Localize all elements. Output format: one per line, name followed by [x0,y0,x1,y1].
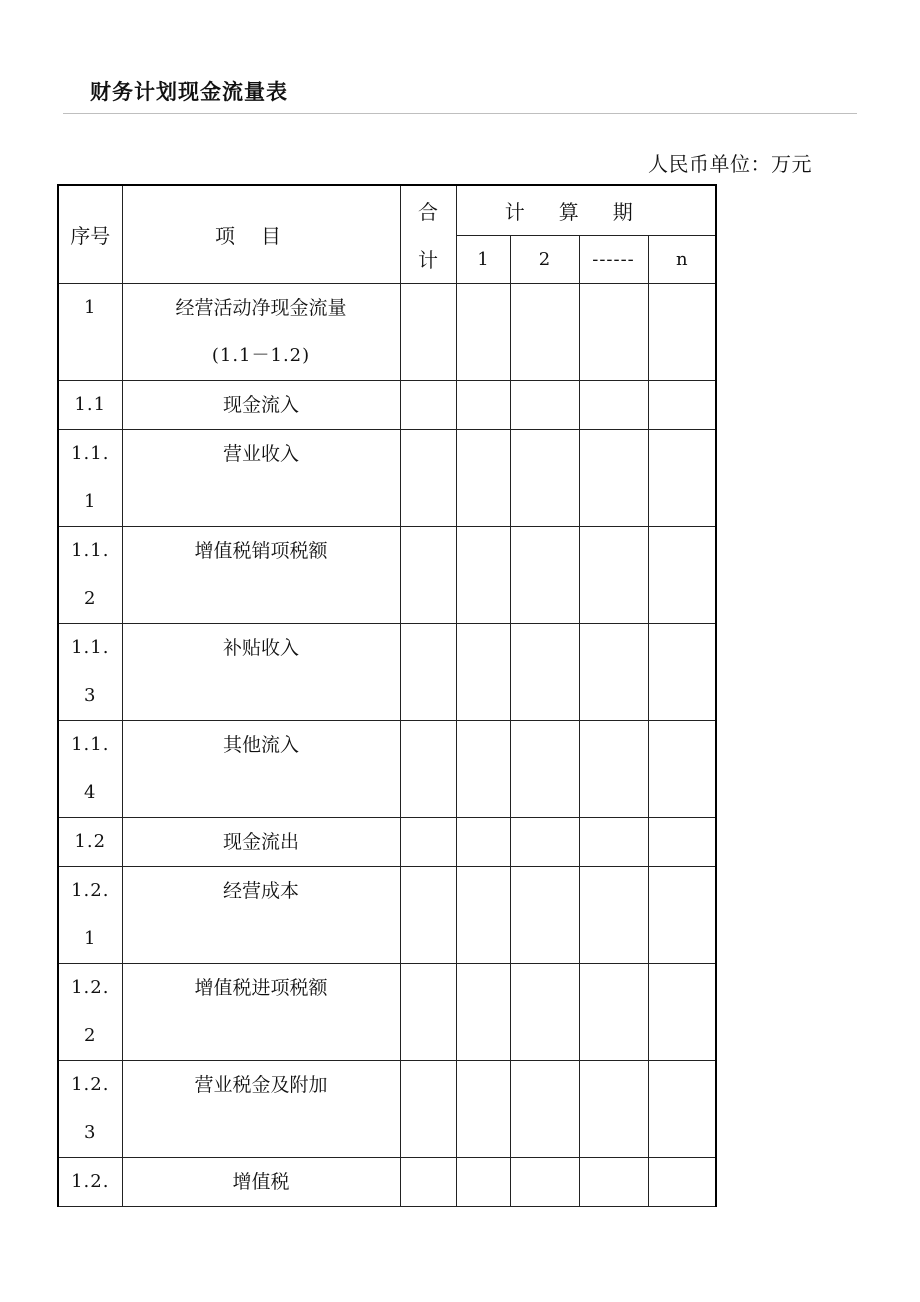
cash-flow-table [57,184,717,1207]
row-seq [58,381,122,430]
row-period-ellipsis-cell [579,430,648,527]
row-seq-line1: 1.2 [74,831,107,852]
row-period-1-cell [456,430,510,527]
row-total-cell [400,1158,456,1207]
row-item-label: 营业税金及附加 [194,1074,328,1096]
row-seq [58,527,122,624]
row-total-cell [400,964,456,1061]
row-period-2-cell [510,1158,579,1207]
row-seq-line1: 1.1 [74,394,107,415]
row-seq-line1: 1 [84,297,97,318]
row-seq-line2: 3 [84,685,97,706]
row-period-1-cell [456,818,510,867]
row-period-1-cell [456,1158,510,1207]
row-seq-line1: 1.1. [71,637,110,658]
row-item-formula: (1.1－1.2) [211,345,311,366]
row-seq-line2: 2 [84,588,97,609]
row-period-1-cell [456,721,510,818]
row-seq [58,1061,122,1158]
row-period-2-cell [510,284,579,381]
row-period-2-cell [510,818,579,867]
header-item: 项目 [122,185,400,284]
header-seq: 序号 [58,185,122,284]
header-period-ellipsis: ------ [579,236,648,284]
row-item [122,527,400,624]
table-row [58,527,716,624]
row-item [122,721,400,818]
header-total [400,185,456,284]
row-period-ellipsis-cell [579,381,648,430]
row-period-1-cell [456,284,510,381]
document-title: 财务计划现金流量表 [90,80,288,104]
row-period-ellipsis-cell [579,527,648,624]
row-seq-line2: 3 [84,1122,97,1143]
row-period-2-cell [510,964,579,1061]
row-period-1-cell [456,964,510,1061]
row-total-cell [400,818,456,867]
row-period-1-cell [456,1061,510,1158]
row-seq [58,721,122,818]
row-period-2-cell [510,721,579,818]
row-total-cell [400,867,456,964]
row-seq-line2: 1 [84,928,97,949]
row-item-label: 增值税进项税额 [194,977,328,999]
row-item [122,964,400,1061]
row-item-label: 现金流入 [222,394,299,416]
row-period-2-cell [510,430,579,527]
row-period-1-cell [456,867,510,964]
row-item-label: 营业收入 [222,443,299,465]
row-item-label: 其他流入 [222,734,299,756]
row-period-2-cell [510,624,579,721]
row-period-ellipsis-cell [579,721,648,818]
row-seq-line1: 1.1. [71,540,110,561]
row-period-n-cell [648,624,716,721]
row-total-cell [400,284,456,381]
row-item [122,1158,400,1207]
row-period-n-cell [648,721,716,818]
row-period-n-cell [648,964,716,1061]
row-seq [58,624,122,721]
header-period-n: n [648,236,716,284]
header-period-2: 2 [510,236,579,284]
header-total-bottom: 计 [418,248,438,272]
row-seq-line2: 4 [84,782,97,803]
row-period-n-cell [648,1158,716,1207]
row-item [122,381,400,430]
table-row [58,1061,716,1158]
row-item [122,430,400,527]
row-seq-line1: 1.2. [71,1171,110,1192]
row-period-2-cell [510,1061,579,1158]
row-item [122,867,400,964]
row-item [122,624,400,721]
row-total-cell [400,430,456,527]
row-item-label: 现金流出 [222,831,299,853]
table-row [58,964,716,1061]
table-row [58,381,716,430]
row-seq-line1: 1.2. [71,880,110,901]
row-period-n-cell [648,284,716,381]
row-period-n-cell [648,381,716,430]
row-item-label: 补贴收入 [222,637,299,659]
row-seq-line2: 2 [84,1025,97,1046]
row-period-2-cell [510,867,579,964]
header-total-top: 合 [418,200,438,224]
row-seq-line1: 1.1. [71,443,110,464]
table-row [58,867,716,964]
currency-unit-label: 人民币单位：万元 [648,152,812,176]
row-item [122,1061,400,1158]
row-period-ellipsis-cell [579,964,648,1061]
header-period-1: 1 [456,236,510,284]
row-period-1-cell [456,527,510,624]
row-period-1-cell [456,624,510,721]
row-period-2-cell [510,527,579,624]
row-seq [58,430,122,527]
table-row [58,721,716,818]
row-item [122,818,400,867]
row-seq [58,284,122,381]
row-item-label: 增值税 [232,1171,290,1193]
row-period-n-cell [648,818,716,867]
row-total-cell [400,527,456,624]
row-total-cell [400,1061,456,1158]
row-seq-line1: 1.1. [71,734,110,755]
row-seq-line1: 1.2. [71,1074,110,1095]
row-seq [58,867,122,964]
row-seq [58,964,122,1061]
row-period-1-cell [456,381,510,430]
row-period-ellipsis-cell [579,284,648,381]
table-row [58,624,716,721]
row-period-n-cell [648,867,716,964]
row-item-label: 经营活动净现金流量 [175,297,347,319]
row-period-ellipsis-cell [579,624,648,721]
table-row [58,1158,716,1207]
row-period-n-cell [648,527,716,624]
row-period-2-cell [510,381,579,430]
row-item-label: 增值税销项税额 [194,540,328,562]
row-period-n-cell [648,1061,716,1158]
row-total-cell [400,381,456,430]
row-period-ellipsis-cell [579,1158,648,1207]
table-row [58,818,716,867]
table-row [58,284,716,381]
row-seq-line2: 1 [84,491,97,512]
row-seq [58,1158,122,1207]
row-period-ellipsis-cell [579,818,648,867]
row-item-label: 经营成本 [222,880,299,902]
row-seq-line1: 1.2. [71,977,110,998]
title-divider [63,113,857,114]
row-period-ellipsis-cell [579,1061,648,1158]
row-seq [58,818,122,867]
table-row [58,430,716,527]
header-period: 计算期 [456,185,716,236]
row-total-cell [400,624,456,721]
row-period-n-cell [648,430,716,527]
row-period-ellipsis-cell [579,867,648,964]
row-item [122,284,400,381]
row-total-cell [400,721,456,818]
